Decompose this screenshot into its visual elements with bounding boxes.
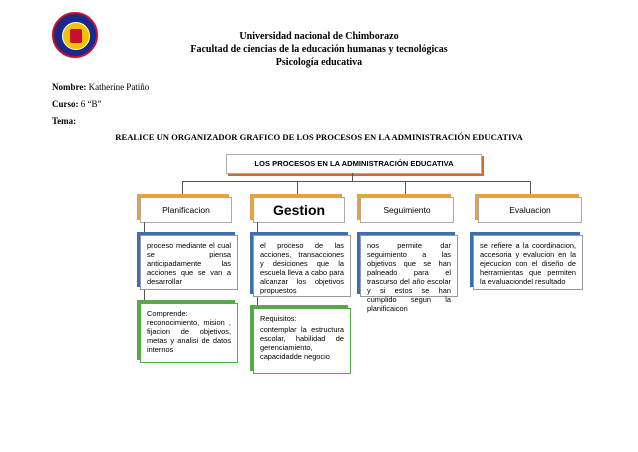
branch-drop-2 [297,181,298,195]
branch-drop-3 [405,181,406,195]
task-title: REALICE UN ORGANIZADOR GRAFICO DE LOS PROCESOS EN LA ADMINISTRACIÓN EDUCATIVA [115,132,523,142]
category-evaluacion: Evaluacion [478,197,582,223]
tema-label: Tema: [52,116,77,126]
desc-seguimiento: nos permite dar seguimiento a las objetivos que se han palneado para el trascurso del año escolar y si estos se han cumplido segun la planificaicon [360,235,458,297]
field-curso [52,99,102,109]
desc-evaluacion: se refiere a la coordinacion, accesoria y evalucion en la ejecucion con el diseño de herramientas que permiten la evaluaciondel resultado [473,235,583,290]
curso-value: 6 “B” [80,99,102,109]
nombre-value: Katherine Patiño [88,82,150,92]
desc-planificacion: proceso mediante el cual se piensa anticipadamente las acciones que se van a desarrollar [140,235,238,290]
curso-label: Curso: [52,99,79,109]
branch-connector [182,181,530,182]
chart-root: LOS PROCESOS EN LA ADMINISTRACIÓN EDUCATIVA [226,154,482,174]
category-gestion: Gestion [253,197,345,223]
category-seguimiento: Seguimiento [360,197,454,223]
extra-planificacion: Comprende: reconocimiento, mision , fijacion de objetivos, metas y analisi de datos internos [140,303,238,363]
extra-gestion [253,308,351,374]
program-name: Psicología educativa [275,57,363,68]
desc-gestion: el proceso de las acciones, transacciones y desiciones que la escuela lleva a cabo para alcanzar los objetivos propuestos [253,235,351,297]
field-tema [52,116,76,126]
university-name: Universidad nacional de Chimborazo [239,31,399,42]
branch-drop-1 [182,181,183,195]
faculty-name: Facultad de ciencias de la educación humanas y tecnológicas [190,44,448,55]
nombre-label: Nombre: [52,82,87,92]
extra-gestion-title: Requisitos: [260,314,297,323]
field-nombre [52,82,149,92]
category-planificacion: Planificacion [140,197,232,223]
branch-drop-4 [530,181,531,195]
extra-gestion-text: contemplar la estructura escolar, habilidad de gerenciamiento, capacidadde negocio [260,325,344,361]
root-connector [352,173,353,181]
